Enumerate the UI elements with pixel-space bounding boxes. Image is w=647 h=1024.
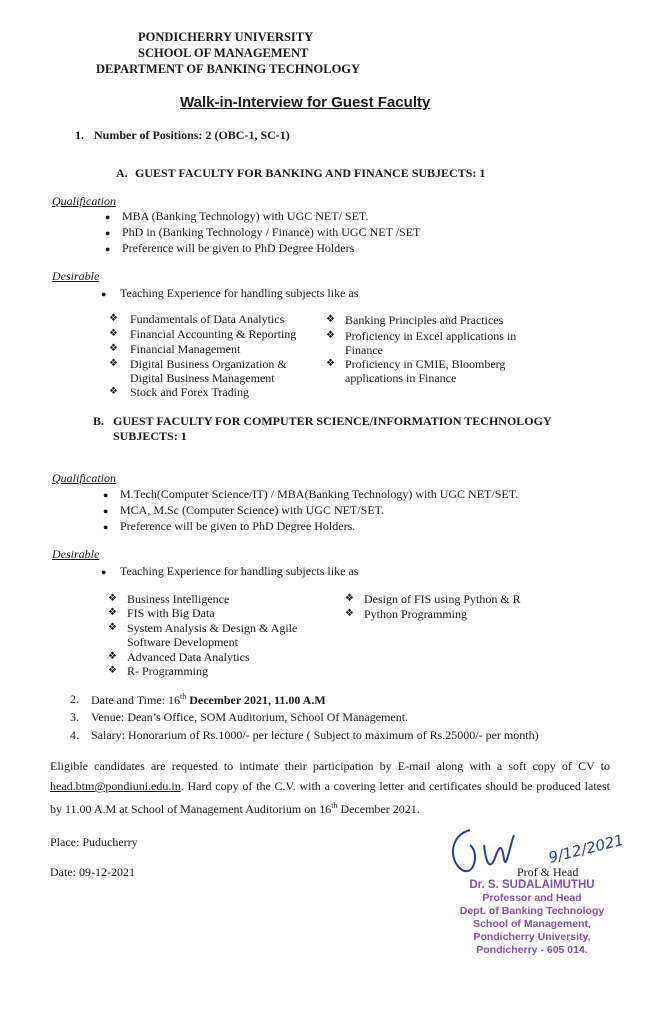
list-item: Banking Principles and Practices	[345, 313, 504, 327]
list-item: R- Programming	[127, 664, 208, 678]
list-item: FIS with Big Data	[127, 606, 215, 620]
list-item: M.Tech(Computer Science/IT) / MBA(Banking Technology) with UGC NET/SET.	[120, 487, 519, 501]
list-item: System Analysis & Design & Agile	[127, 621, 298, 635]
diamond-bullet-icon: ❖	[108, 665, 117, 676]
document-date: Date: 09-12-2021	[50, 865, 135, 879]
diamond-bullet-icon: ❖	[108, 622, 117, 633]
section-a-heading: GUEST FACULTY FOR BANKING AND FINANCE SUBJECTS: 1	[135, 166, 486, 180]
section-b-desirable-intro: Teaching Experience for handling subjects like as	[120, 564, 359, 578]
section-a-desirable-intro: Teaching Experience for handling subjects like as	[120, 286, 359, 300]
page-title: Walk-in-Interview for Guest Faculty	[180, 94, 431, 111]
bullet-icon: ●	[103, 522, 109, 532]
diamond-bullet-icon: ❖	[109, 328, 118, 339]
diamond-bullet-icon: ❖	[326, 358, 335, 369]
diamond-bullet-icon: ❖	[326, 314, 335, 325]
official-stamp: Dr. S. SUDALAIMUTHU Professor and Head Dept. of Banking Technology School of Management, Pondicherry University, Pondicherry - 605 014.	[459, 879, 605, 956]
list-item: Preference will be given to PhD Degree Holders	[122, 241, 355, 255]
list-item: Financial Management	[130, 342, 241, 356]
section-b-letter: B.	[93, 414, 105, 428]
diamond-bullet-icon: ❖	[109, 358, 118, 369]
date-time: Date and Time: 16th December 2021, 11.00 A.M	[91, 692, 326, 707]
diamond-bullet-icon: ❖	[108, 593, 117, 604]
positions-number: 1.	[75, 128, 84, 142]
list-item: Proficiency in CMIE, Bloomberg	[345, 357, 506, 371]
list-item: Design of FIS using Python & R	[364, 592, 521, 606]
list-item: MBA (Banking Technology) with UGC NET/ SET.	[122, 209, 369, 223]
university-name: PONDICHERRY UNIVERSITY	[138, 30, 314, 44]
venue: Venue: Dean’s Office, SOM Auditorium, School Of Management.	[91, 710, 409, 724]
diamond-bullet-icon: ❖	[326, 330, 335, 341]
list-item: Advanced Data Analytics	[127, 650, 250, 664]
diamond-bullet-icon: ❖	[108, 607, 117, 618]
list-item: Business Intelligence	[127, 592, 230, 606]
salary-number: 4.	[70, 728, 79, 742]
bullet-icon: ●	[101, 289, 107, 299]
list-item: PhD in (Banking Technology / Finance) with UGC NET /SET	[122, 225, 421, 239]
bullet-icon: ●	[101, 567, 107, 577]
list-item: Preference will be given to PhD Degree Holders.	[120, 519, 356, 533]
list-item-continuation: Finance	[345, 343, 383, 357]
bullet-icon: ●	[105, 244, 111, 254]
list-item-continuation: applications in Finance	[345, 371, 457, 385]
email-link[interactable]: head.btm@pondiuni.edu.in	[50, 779, 181, 793]
bullet-icon: ●	[103, 490, 109, 500]
list-item: Financial Accounting & Reporting	[130, 327, 297, 341]
diamond-bullet-icon: ❖	[109, 313, 118, 324]
diamond-bullet-icon: ❖	[109, 386, 118, 397]
list-item-continuation: Digital Business Management	[130, 371, 275, 385]
list-item: Proficiency in Excel applications in	[345, 329, 517, 343]
positions-text: Number of Positions: 2 (OBC-1, SC-1)	[94, 128, 290, 142]
section-a-letter: A.	[116, 166, 128, 180]
bullet-icon: ●	[105, 212, 111, 222]
section-b-desirable-label: Desirable	[52, 547, 100, 561]
diamond-bullet-icon: ❖	[109, 343, 118, 354]
list-item: Fundamentals of Data Analytics	[130, 312, 285, 326]
date-number: 2.	[70, 692, 79, 706]
handwritten-date: 9/12/2021	[546, 830, 626, 867]
signatory-designation: Prof & Head	[517, 865, 579, 879]
section-a-qualification-label: Qualification	[52, 194, 116, 208]
diamond-bullet-icon: ❖	[345, 608, 354, 619]
department-name: DEPARTMENT OF BANKING TECHNOLOGY	[96, 62, 361, 76]
school-name: SCHOOL OF MANAGEMENT	[138, 46, 309, 60]
section-a-desirable-label: Desirable	[52, 269, 100, 283]
diamond-bullet-icon: ❖	[345, 593, 354, 604]
place: Place: Puducherry	[50, 835, 138, 849]
section-b-qualification-label: Qualification	[52, 471, 116, 485]
list-item-continuation: Software Development	[127, 635, 238, 649]
salary: Salary: Honorarium of Rs.1000/- per lecture ( Subject to maximum of Rs.25000/- per month)	[91, 728, 539, 742]
instructions-paragraph: Eligible candidates are requested to intimate their participation by E-mail along with a soft copy of CV to head.btm@pondiuni.edu.in. Hard copy of the C.V. with a covering letter and certificates should be produced latest by 11.00 A.M at School of Management Auditorium on 16th December 2021.	[50, 759, 610, 816]
bullet-icon: ●	[103, 506, 109, 516]
diamond-bullet-icon: ❖	[108, 651, 117, 662]
section-b-heading-line2: SUBJECTS: 1	[113, 429, 187, 443]
list-item: Stock and Forex Trading	[130, 385, 250, 399]
section-b-heading-line1: GUEST FACULTY FOR COMPUTER SCIENCE/INFORMATION TECHNOLOGY	[113, 414, 552, 428]
venue-number: 3.	[70, 710, 79, 724]
list-item: Digital Business Organization &	[130, 357, 287, 371]
list-item: Python Programming	[364, 607, 468, 621]
bullet-icon: ●	[105, 228, 111, 238]
list-item: MCA, M.Sc (Computer Science) with UGC NET/SET.	[120, 503, 385, 517]
